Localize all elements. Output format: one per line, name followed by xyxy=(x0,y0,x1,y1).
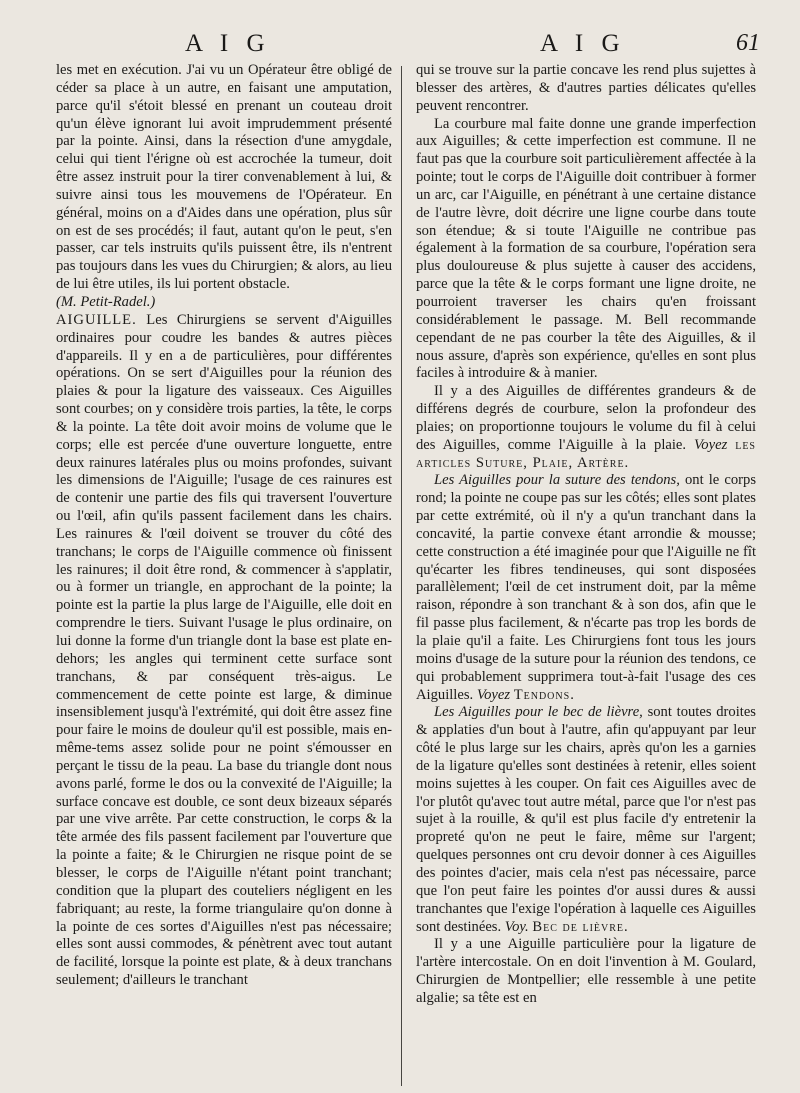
paragraph: La courbure mal faite donne une grande imperfection aux Aiguilles; & cette imperfection est commune. Il ne faut pas que la courbure soit particulièrement affectée à la pointe; tout le corps de l'Aiguille doit contribuer à former un arc, car l'Aiguille, en pénétrant à une certaine distance de l'autre lèvre, doit décrire une ligne courbe dans toute son étendue; & si toute l'Aiguille ne contribue pas également à la formation de sa courbure, l'opération sera plus douloureuse & plus sujette à causer des accidens, parce que la tête & le corps formant une ligne droite, ne pourroient traverser les chairs qu'en froissant considérablement le passage. M. Bell recommande cependant de ne pas courber la tête des Aiguilles, & il nous assure, d'après son expérience, qu'elles en sont plus faciles à introduire & à manier. xyxy=(416,115,756,382)
paragraph xyxy=(416,472,756,704)
paragraph xyxy=(56,312,392,990)
right-column xyxy=(416,62,756,1087)
left-column xyxy=(56,62,392,1087)
paragraph-text: ont le corps rond; la pointe ne coupe pas sur les côtés; elles sont plates par cette extrémité, où il n'y a qu'un tranchant dans la concavité, la partie convexe étant arrondie & mousse; cette construction a été imaginée pour que l'Aiguille ne fît qu'écarter les fibres tendineuses, qui sont disposées parallèlement; l'œil de cet instrument doit, par la même raison, répondre à son tranchant & à son dos, afin que le fil passe plus facilement, & n'écarte pas trop les bords de la plaie qu'il a faite. Les Chirurgiens font tous les jours moins d'usage de la suture pour la réunion des tendons, ce qui probablement supprimera tout-à-fait l'usage des ces Aiguilles. xyxy=(416,472,756,703)
cross-ref-targets: les articles Suture, Plaie, Artère. xyxy=(416,436,756,471)
paragraph-text: sont toutes droites & applaties d'un bout à l'autre, afin qu'appuyant par leur côté le plus large sur les chairs, après qu'on les a garnies de la ligature qu'elles sont destinées à retenir, elles soient moins sujettes à les couper. On fait ces Aiguilles avec de l'or plutôt qu'avec tout autre métal, parce que l'or n'est pas sujet à la rouille, & qu'il est plus facile d'y entretenir la propreté qu'on ne peut le faire, même sur l'argent; quelques personnes ont cru devoir donner à ces Aiguilles des pointes d'acier, mais cela n'est pas nécessaire, parce que l'on peut faire les pointes d'or aussi dures & aussi tranchantes que l'exige l'opération à laquelle ces Aiguilles sont destinées. xyxy=(416,704,756,935)
cross-ref-voyez: Voy. xyxy=(504,918,529,935)
paragraph xyxy=(416,704,756,936)
author-signature: (M. Petit-Radel.) xyxy=(56,293,156,310)
paragraph: les met en exécution. J'ai vu un Opérateur être obligé de céder sa place à un autre, en faisant une amputation, parce qu'il s'étoit blessé en prenant un couteau droit qu'un élève ignorant lui avoit imprudemment présenté par la pointe. Ainsi, dans la résection d'une amygdale, celui qui tient l'érigne où est accrochée la tumeur, doit être assez instruit pour la tirer convenablement à lui, & suivre ainsi tous les mouvemens de l'Opérateur. En général, moins on a d'Aides dans une opération, plus sûr on est de ses procédés; il faut, autant qu'on le peut, s'en passer, car tels instruits qu'ils puissent être, ils n'entrent pas toujours dans les vues du Chirurgien; & alors, au lieu de lui être utiles, ils lui portent obstacle. xyxy=(56,62,392,293)
page-number: 61 xyxy=(736,30,760,56)
cross-ref-target: Bec de lièvre. xyxy=(532,918,629,935)
paragraph: qui se trouve sur la partie concave les rend plus sujettes à blesser des artères, & d'autres parties délicates qu'elles peuvent rencontrer. xyxy=(416,62,756,114)
cross-ref-target: Tendons. xyxy=(513,686,575,703)
header-right-word: A I G xyxy=(540,30,626,57)
paragraph-text: Les Chirurgiens se servent d'Aiguilles ordinaires pour coudre les bandes & autres pièces d'appareils. Il y en a de particulières, pour différentes opérations. On se sert d'Aiguilles pour la réunion des plaies & pour la ligature des vaisseaux. Ces Aiguilles sont courbes; on y considère trois parties, la tête, le corps & la pointe. La tête doit avoir moins de volume que le corps; elle est percée d'une ouverture longuette, entre deux rainures latérales plus ou moins profondes, suivant les dimensions de l'Aiguille; l'usage de ces rainures est de contenir une partie des fils qui traversent l'ouverture ou l'œil, afin qu'ils passent facilement dans les chairs. Les rainures & l'œil doivent se trouver du côté des tranchans; le corps de l'Aiguille commence où finissent les rainures; il doit être rond, & commencer à s'applatir, ou à former un triangle, en approchant de la pointe; la pointe est la partie la plus large de l'Aiguille, elle doit en comprendre le tiers. Suivant l'usage le plus ordinaire, on lui donne la forme d'un triangle dont la base est plate en-dehors; les angles qui terminent cette surface sont tranchans, & par conséquent très-aigus. Le commencement de cette pointe est large, & diminue insensiblement jusqu'à l'extrémité, qui doit être assez fine pour faire le moins de douleur qu'il est possible, mais en-même-tems assez solide pour ne point s'émousser en perçant le tissu de la peau. La base du triangle dont nous avons parlé, forme le dos ou la convexité de l'Aiguille; la surface concave est double, ce sont deux bizeaux séparés par une vive arrête. Par cette construction, le corps & la tête armée des fils passent facilement par l'ouverture que la pointe a faite; & le Chirurgien ne risque point de se blesser, le corps de l'Aiguille n'étant point tranchant; condition que la plupart des couteliers négligent en les fabriquant; au reste, la forme triangulaire qu'on donne à la pointe de ces sortes d'Aiguilles n'est pas nécessaire; elles sont aussi commodes, & pénètrent avec tout autant de facilité, lorsque la pointe est plate, & à deux tranchans seulement; d'ailleurs le tranchant xyxy=(56,311,392,989)
article-heading: AIGUILLE. xyxy=(56,311,137,328)
subheading: Les Aiguilles pour le bec de lièvre, xyxy=(434,704,643,721)
cross-ref-voyez: Voyez xyxy=(476,686,511,703)
subheading: Les Aiguilles pour la suture des tendons, xyxy=(434,472,680,489)
paragraph: Il y a une Aiguille particulière pour la ligature de l'artère intercostale. On en doit l'invention à M. Goulard, Chirurgien de Montpellier; elle ressemble à une petite algalie; sa tête est en xyxy=(416,936,756,1006)
cross-ref-voyez: Voyez xyxy=(694,436,728,453)
column-divider xyxy=(401,66,402,1086)
paragraph xyxy=(416,383,756,472)
running-header xyxy=(0,30,800,62)
paragraph-text: Il y a des Aiguilles de différentes grandeurs & de différens degrés de courbure, selon la profondeur des plaies; on proportionne toujours le volume du fil à celui des Aiguilles, comme l'Aiguille à la plaie. xyxy=(416,383,756,453)
header-left-word: A I G xyxy=(185,30,271,57)
